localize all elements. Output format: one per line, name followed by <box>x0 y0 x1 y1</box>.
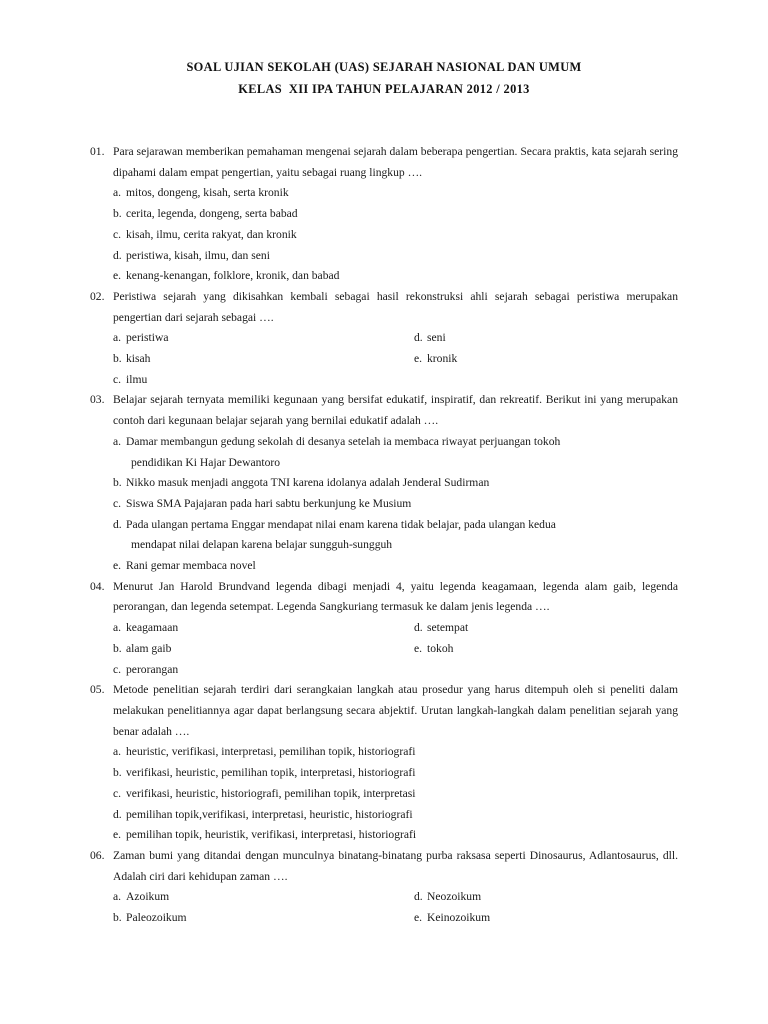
answer-option-continuation-line: mendapat nilai delapan karena belajar sungguh-sungguh <box>131 538 393 552</box>
exam-question <box>90 577 678 681</box>
answer-option-letter: b. <box>113 352 122 366</box>
answer-option-letter: c. <box>113 372 122 386</box>
answer-options-column-right <box>407 887 678 928</box>
answer-option-text-line: heuristic, verifikasi, interpretasi, pemilihan topik, historiografi <box>126 745 416 759</box>
questions-container <box>90 142 678 929</box>
answer-option-text-line: kenang-kenangan, folklore, kronik, dan babad <box>126 269 340 283</box>
answer-option-letter: c. <box>113 786 122 800</box>
answer-option-letter: a. <box>113 890 122 904</box>
answer-option-text <box>427 908 678 929</box>
answer-option-text-line: pemilihan topik, heuristik, verifikasi, interpretasi, historiografi <box>126 828 417 842</box>
answer-option[interactable] <box>90 805 678 826</box>
question-stem-text: Para sejarawan memberikan pemahaman mengenai sejarah dalam beberapa pengertian. Secara praktis, kata sejarah sering dipahami dalam empat pengertian, yaitu sebagai ruang lingkup …. <box>113 145 678 179</box>
answer-options-columns <box>90 328 678 390</box>
answer-option-text-line: Keinozoikum <box>427 911 491 925</box>
question-stem <box>90 846 678 887</box>
answer-option-text-line: mitos, dongeng, kisah, serta kronik <box>126 186 289 200</box>
answer-option-text-line: cerita, legenda, dongeng, serta babad <box>126 207 298 221</box>
answer-option-letter: e. <box>414 911 423 925</box>
answer-options-list <box>90 183 678 287</box>
answer-options-column-left <box>90 887 407 928</box>
answer-option[interactable] <box>90 639 407 660</box>
answer-option-text-line: peristiwa <box>126 331 169 345</box>
answer-option[interactable] <box>90 266 678 287</box>
answer-options-columns <box>90 618 678 680</box>
answer-options-column-left <box>90 618 407 680</box>
answer-option-text <box>126 183 678 204</box>
answer-option-text-line: Damar membangun gedung sekolah di desanya setelah ia membaca riwayat perjuangan tokoh <box>126 434 561 448</box>
answer-option[interactable] <box>90 887 407 908</box>
answer-option-text-line: Nikko masuk menjadi anggota TNI karena idolanya adalah Jenderal Sudirman <box>126 476 490 490</box>
answer-options-list <box>90 618 678 680</box>
question-stem-text: Zaman bumi yang ditandai dengan munculnya binatang-binatang purba raksasa seperti Dinosaurus, Adlantosaurus, dll. Adalah ciri dari kehidupan zaman …. <box>113 848 678 883</box>
answer-option-letter: b. <box>113 911 122 925</box>
answer-option-letter: b. <box>113 766 122 780</box>
answer-option-text <box>126 515 678 556</box>
answer-option-letter: c. <box>113 227 122 241</box>
answer-option-text-line: perorangan <box>126 662 179 676</box>
question-stem <box>90 680 678 742</box>
answer-option-letter: d. <box>414 331 423 345</box>
answer-option-text <box>126 432 678 473</box>
question-number: 02. <box>90 289 105 303</box>
question-stem-text: Peristiwa sejarah yang dikisahkan kembali sebagai hasil rekonstruksi ahli sejarah sebagai peristiwa merupakan pengertian dari sejarah sebagai …. <box>113 289 678 324</box>
answer-option-letter: e. <box>414 352 423 366</box>
answer-option-letter: d. <box>414 621 423 635</box>
answer-option-text <box>126 618 407 639</box>
question-number: 06. <box>90 848 105 862</box>
exam-title-line-2: KELAS XII IPA TAHUN PELAJARAN 2012 / 2013 <box>238 82 530 96</box>
answer-option-text-line: ilmu <box>126 372 148 386</box>
answer-option-text-line: verifikasi, heuristic, historiografi, pemilihan topik, interpretasi <box>126 786 416 800</box>
answer-option-letter: d. <box>113 517 122 531</box>
question-stem-text: Metode penelitian sejarah terdiri dari serangkaian langkah atau prosedur yang harus ditempuh oleh si peneliti dalam melakukan penelitiannya agar dapat berlangsung secara abjektif. Urutan langkah-langkah dalam penelitian sejarah yang benar adalah …. <box>113 683 678 738</box>
answer-option[interactable] <box>407 639 678 660</box>
answer-option-text <box>126 370 407 391</box>
answer-option-text <box>427 618 678 639</box>
answer-option-text-line: peristiwa, kisah, ilmu, dan seni <box>126 248 270 262</box>
answer-option[interactable] <box>90 183 678 204</box>
exam-title-line-1: SOAL UJIAN SEKOLAH (UAS) SEJARAH NASIONAL DAN UMUM <box>186 60 582 74</box>
answer-option-text-line: Azoikum <box>126 890 170 904</box>
answer-option[interactable] <box>407 887 678 908</box>
answer-option-text <box>427 349 678 370</box>
answer-option-text-line: pemilihan topik,verifikasi, interpretasi, heuristic, historiografi <box>126 807 413 821</box>
question-number: 05. <box>90 683 105 697</box>
answer-option-letter: b. <box>113 207 122 221</box>
exam-question <box>90 287 678 391</box>
answer-option-text <box>126 908 407 929</box>
answer-option[interactable] <box>407 328 678 349</box>
question-stem <box>90 390 678 431</box>
answer-option-text <box>126 556 678 577</box>
answer-option[interactable] <box>90 432 678 473</box>
answer-option-text <box>126 887 407 908</box>
question-number: 04. <box>90 579 105 593</box>
question-stem-text: Belajar sejarah ternyata memiliki kegunaan yang bersifat edukatif, inspiratif, dan rekreatif. Berikut ini yang merupakan contoh dari kegunaan belajar sejarah yang bernilai edukatif adalah …. <box>113 393 678 428</box>
question-stem <box>90 287 678 328</box>
answer-option-text-line: seni <box>427 331 446 345</box>
answer-option-letter: b. <box>113 641 122 655</box>
answer-option-text <box>126 742 678 763</box>
answer-option[interactable] <box>90 556 678 577</box>
answer-option-letter: d. <box>113 248 122 262</box>
answer-options-list <box>90 328 678 390</box>
answer-option-continuation-line: pendidikan Ki Hajar Dewantoro <box>131 455 281 469</box>
answer-option-text-line: Neozoikum <box>427 890 482 904</box>
answer-option-text <box>126 328 407 349</box>
answer-option-text <box>126 204 678 225</box>
answer-option-text <box>427 639 678 660</box>
answer-option-text-line: alam gaib <box>126 641 172 655</box>
exam-question <box>90 846 678 929</box>
question-stem <box>90 142 678 183</box>
answer-option-letter: e. <box>113 828 122 842</box>
document-header <box>0 0 768 100</box>
answer-option-text <box>126 225 678 246</box>
answer-option-text <box>126 825 678 846</box>
answer-option-text-line: setempat <box>427 621 469 635</box>
answer-option-text <box>126 639 407 660</box>
answer-options-columns <box>90 887 678 928</box>
question-stem-text: Menurut Jan Harold Brundvand legenda dibagi menjadi 4, yaitu legenda keagamaan, legenda alam gaib, legenda perorangan, dan legenda setempat. Legenda Sangkuriang termasuk ke dalam jenis legenda …. <box>113 579 678 614</box>
answer-option-letter: b. <box>113 476 122 490</box>
answer-option-text-line: Siswa SMA Pajajaran pada hari sabtu berkunjung ke Musium <box>126 496 412 510</box>
answer-option[interactable] <box>90 825 678 846</box>
answer-option-text <box>126 349 407 370</box>
answer-option-text-line: Rani gemar membaca novel <box>126 559 256 573</box>
answer-option-text <box>126 246 678 267</box>
answer-option-letter: d. <box>414 890 423 904</box>
answer-option[interactable] <box>90 515 678 556</box>
answer-options-column-left <box>90 328 407 390</box>
answer-option[interactable] <box>407 908 678 929</box>
answer-options-list <box>90 432 678 577</box>
answer-option[interactable] <box>90 742 678 763</box>
answer-option-letter: e. <box>113 559 122 573</box>
answer-option-text-line: kronik <box>427 352 458 366</box>
answer-option-text-line: verifikasi, heuristic, pemilihan topik, interpretasi, historiografi <box>126 766 416 780</box>
answer-option[interactable] <box>90 660 407 681</box>
answer-option-letter: a. <box>113 745 122 759</box>
answer-option[interactable] <box>90 473 678 494</box>
answer-option-letter: d. <box>113 807 122 821</box>
answer-options-column-right <box>407 328 678 390</box>
answer-option[interactable] <box>90 763 678 784</box>
question-stem <box>90 577 678 618</box>
answer-option-text-line: Paleozoikum <box>126 911 187 925</box>
answer-option[interactable] <box>407 349 678 370</box>
answer-option-text <box>126 494 678 515</box>
answer-option[interactable] <box>90 618 407 639</box>
answer-option[interactable] <box>90 225 678 246</box>
answer-option-text-line: Pada ulangan pertama Enggar mendapat nilai enam karena tidak belajar, pada ulangan kedua <box>126 517 556 531</box>
exam-question <box>90 680 678 846</box>
answer-options-list <box>90 887 678 928</box>
answer-option-text <box>126 805 678 826</box>
answer-option-letter: a. <box>113 621 122 635</box>
answer-option-text <box>126 660 407 681</box>
answer-option[interactable] <box>90 349 407 370</box>
answer-option-text <box>126 266 678 287</box>
answer-options-column-right <box>407 618 678 680</box>
exam-question <box>90 142 678 287</box>
answer-option-letter: a. <box>113 434 122 448</box>
exam-question <box>90 390 678 576</box>
answer-option-text <box>126 763 678 784</box>
answer-option-letter: e. <box>414 641 423 655</box>
answer-option[interactable] <box>90 908 407 929</box>
answer-option[interactable] <box>90 246 678 267</box>
answer-option-text <box>427 887 678 908</box>
answer-option[interactable] <box>407 618 678 639</box>
answer-option-text-line: keagamaan <box>126 621 179 635</box>
question-number: 01. <box>90 145 105 158</box>
answer-option-text <box>427 328 678 349</box>
answer-option[interactable] <box>90 204 678 225</box>
answer-option-letter: c. <box>113 662 122 676</box>
question-number: 03. <box>90 393 105 407</box>
answer-options-list <box>90 742 678 846</box>
answer-option-text-line: tokoh <box>427 641 454 655</box>
answer-option-letter: a. <box>113 186 122 200</box>
answer-option[interactable] <box>90 784 678 805</box>
answer-option-text <box>126 473 678 494</box>
answer-option-text-line: kisah <box>126 352 151 366</box>
answer-option-text <box>126 784 678 805</box>
answer-option-letter: c. <box>113 496 122 510</box>
answer-option[interactable] <box>90 328 407 349</box>
answer-option[interactable] <box>90 370 407 391</box>
answer-option-text-line: kisah, ilmu, cerita rakyat, dan kronik <box>126 227 297 241</box>
answer-option-letter: a. <box>113 331 122 345</box>
answer-option[interactable] <box>90 494 678 515</box>
answer-option-letter: e. <box>113 269 122 283</box>
